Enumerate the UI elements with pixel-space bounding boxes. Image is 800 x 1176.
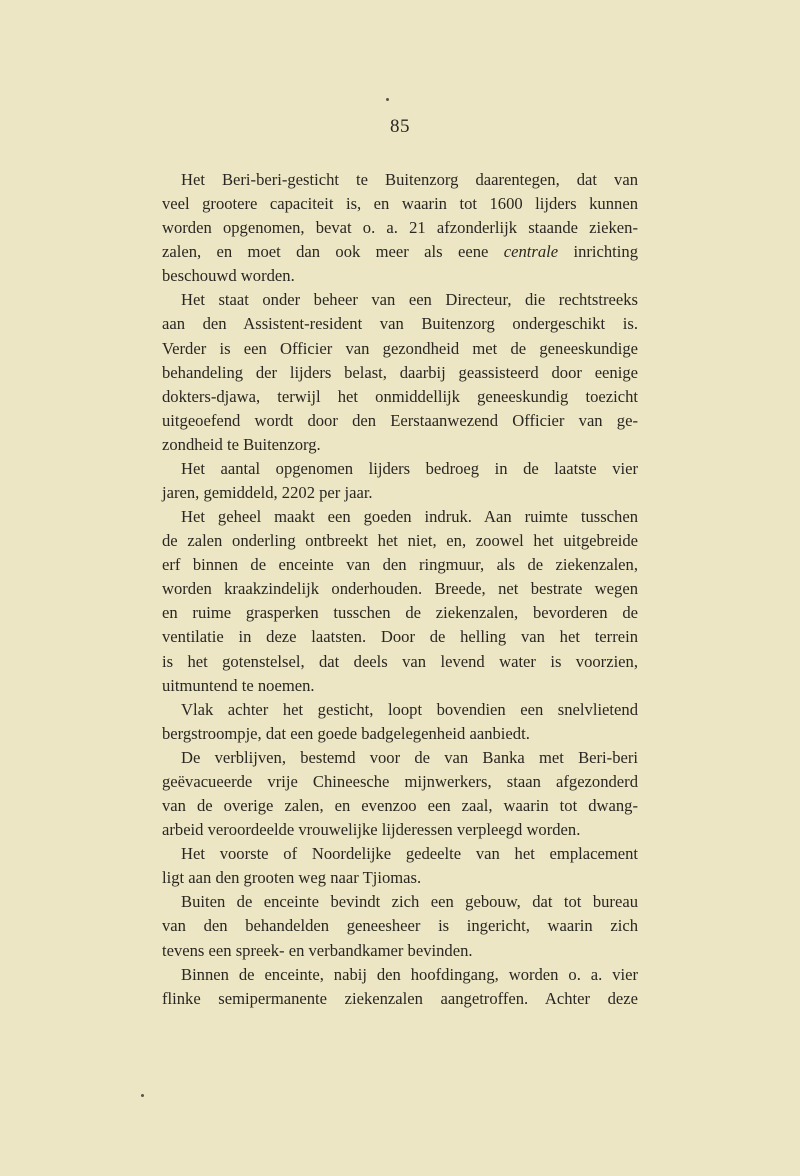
text-line: en ruime grasperken tusschen de ziekenzalen, bevorderen de xyxy=(162,603,638,623)
text-line: tevens een spreek- en verbandkamer bevinden. xyxy=(162,940,473,960)
text-line: arbeid veroordeelde vrouwelijke lijderessen verpleegd worden. xyxy=(162,820,581,840)
text-line: bergstroompje, dat een goede badgelegenheid aanbiedt. xyxy=(162,723,530,743)
text-line: Het staat onder beheer van een Directeur, die rechtstreeks xyxy=(181,290,638,310)
text-line: veel grootere capaciteit is, en waarin tot 1600 lijders kunnen xyxy=(162,194,638,214)
text-line: van de overige zalen, en evenzoo een zaal, waarin tot dwang- xyxy=(162,796,638,816)
text-line: de zalen onderling ontbreekt het niet, en, zoowel het uitgebreide xyxy=(162,531,638,551)
text-line: zalen, en moet dan ook meer als eene centrale inrichting xyxy=(162,242,638,262)
text-line: behandeling der lijders belast, daarbij geassisteerd door eenige xyxy=(162,362,638,382)
text-line: Het Beri-beri-gesticht te Buitenzorg daarentegen, dat van xyxy=(181,170,638,189)
text-line: worden opgenomen, bevat o. a. 21 afzonderlijk staande zieken- xyxy=(162,218,638,238)
text-line: Verder is een Officier van gezondheid met de geneeskundige xyxy=(162,338,638,358)
text-line: ligt aan den grooten weg naar Tjiomas. xyxy=(162,868,422,888)
text-line: van den behandelden geneesheer is ingericht, waarin zich xyxy=(162,916,638,936)
text-line: worden kraakzindelijk onderhouden. Breede, net bestrate wegen xyxy=(162,579,638,599)
text-line: Buiten de enceinte bevindt zich een gebouw, dat tot bureau xyxy=(181,892,638,912)
text-line: Het aantal opgenomen lijders bedroeg in de laatste vier xyxy=(181,458,638,478)
text-line: De verblijven, bestemd voor de van Banka met Beri-beri xyxy=(181,747,638,767)
text-line: zondheid te Buitenzorg. xyxy=(162,434,321,454)
text-line: beschouwd worden. xyxy=(162,266,295,286)
text-line: dokters-djawa, terwijl het onmiddellijk geneeskundig toezicht xyxy=(162,386,638,406)
text-line: jaren, gemiddeld, 2202 per jaar. xyxy=(162,483,373,503)
emphasized-word: centrale xyxy=(503,242,559,262)
text-line: uitgeoefend wordt door den Eerstaanwezend Officier van ge- xyxy=(162,410,638,430)
text-line: Vlak achter het gesticht, loopt bovendien een snelvlietend xyxy=(181,699,638,719)
paper-speck xyxy=(386,98,389,101)
text-line: is het gotenstelsel, dat deels van levend water is voorzien, xyxy=(162,651,638,671)
page-number: 85 xyxy=(390,116,410,137)
body-text xyxy=(162,168,638,1011)
text-line: geëvacueerde vrije Chineesche mijnwerkers, staan afgezonderd xyxy=(162,771,638,791)
text-line: Het geheel maakt een goeden indruk. Aan ruimte tusschen xyxy=(181,507,638,527)
text-line: Het voorste of Noordelijke gedeelte van het emplacement xyxy=(181,844,638,864)
text-line: aan den Assistent-resident van Buitenzorg ondergeschikt is. xyxy=(162,314,638,334)
text-line: flinke semipermanente ziekenzalen aangetroffen. Achter deze xyxy=(162,988,638,1008)
text-line: Binnen de enceinte, nabij den hoofdingang, worden o. a. vier xyxy=(181,964,638,984)
text-line: erf binnen de enceinte van den ringmuur, als de ziekenzalen, xyxy=(162,555,638,575)
paper-speck xyxy=(141,1094,144,1097)
text-line: uitmuntend te noemen. xyxy=(162,675,315,695)
text-line: ventilatie in deze laatsten. Door de helling van het terrein xyxy=(162,627,638,647)
